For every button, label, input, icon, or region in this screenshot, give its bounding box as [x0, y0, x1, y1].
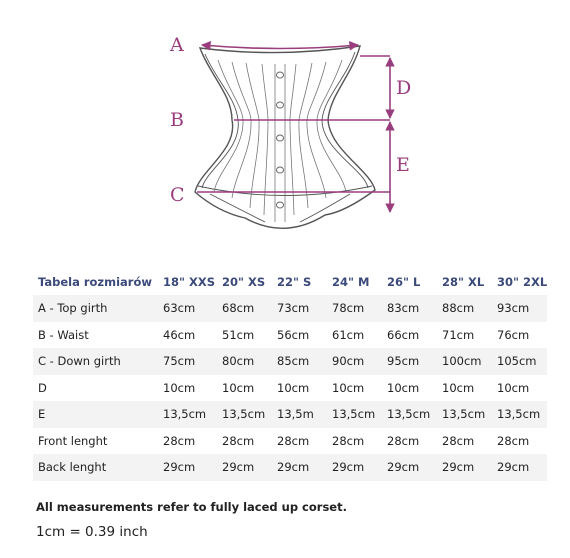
top-girth-line	[202, 45, 358, 49]
table-header-cell: Tabela rozmiarów	[38, 274, 153, 289]
table-cell: 76cm	[497, 327, 530, 342]
table-row-label: C - Down girth	[33, 348, 156, 375]
table-header-cell: 30" 2XL	[497, 274, 548, 289]
table-cell: 29cm	[158, 454, 215, 481]
table-cell: 10cm	[163, 380, 196, 395]
table-header-row	[33, 268, 547, 295]
table-cell: 66cm	[387, 327, 420, 342]
table-cell: 46cm	[163, 327, 196, 342]
table-row	[33, 295, 547, 322]
table-cell: 83cm	[382, 295, 435, 322]
busk-clasps	[277, 72, 284, 208]
table-cell: 78cm	[327, 295, 380, 322]
table-cell: 80cm	[217, 348, 270, 375]
table-cell: 71cm	[442, 327, 475, 342]
table-row-label: B - Waist	[38, 327, 89, 342]
table-header-cell: 26" L	[387, 274, 421, 289]
unit-conversion: 1cm = 0.39 inch	[36, 524, 148, 540]
table-cell: 88cm	[437, 295, 490, 322]
table-cell: 29cm	[327, 454, 380, 481]
table-cell: 29cm	[437, 454, 490, 481]
table-row-label: E	[33, 401, 156, 428]
table-cell: 28cm	[442, 433, 475, 448]
measurement-note: All measurements refer to fully laced up corset.	[36, 500, 347, 514]
table-row-label: D	[38, 380, 47, 395]
table-cell: 13,5cm	[158, 401, 215, 428]
table-cell: 61cm	[332, 327, 365, 342]
table-cell: 10cm	[497, 380, 530, 395]
table-header-cell: 24" M	[332, 274, 370, 289]
label-e: E	[396, 154, 410, 176]
label-d: D	[396, 77, 412, 99]
size-table	[33, 268, 547, 481]
table-cell: 13,5cm	[217, 401, 270, 428]
table-cell: 56cm	[277, 327, 310, 342]
table-cell: 28cm	[387, 433, 420, 448]
table-cell: 13,5cm	[492, 401, 547, 428]
table-cell: 10cm	[442, 380, 475, 395]
label-c: C	[170, 184, 185, 206]
table-cell: 100cm	[437, 348, 490, 375]
table-cell: 68cm	[217, 295, 270, 322]
table-cell: 29cm	[272, 454, 325, 481]
table-row	[33, 401, 547, 428]
table-cell: 51cm	[222, 327, 255, 342]
table-cell: 95cm	[382, 348, 435, 375]
table-cell: 10cm	[277, 380, 310, 395]
table-cell: 75cm	[158, 348, 215, 375]
table-row	[33, 454, 547, 481]
table-cell: 63cm	[158, 295, 215, 322]
table-row	[33, 348, 547, 375]
table-cell: 29cm	[217, 454, 270, 481]
table-body	[33, 295, 547, 481]
table-header-cell: 18" XXS	[163, 274, 216, 289]
table-row-label: Front lenght	[38, 433, 108, 448]
table-header-cell: 22" S	[277, 274, 312, 289]
table-cell: 73cm	[272, 295, 325, 322]
table-cell: 85cm	[272, 348, 325, 375]
corset-diagram	[0, 0, 570, 250]
table-cell: 28cm	[332, 433, 365, 448]
measurement-lines	[197, 45, 390, 212]
table-row-label: Back lenght	[33, 454, 156, 481]
table-cell: 10cm	[222, 380, 255, 395]
table-row	[33, 322, 547, 349]
table-header-cell: 28" XL	[442, 274, 485, 289]
table-cell: 13,5cm	[437, 401, 490, 428]
table-row	[33, 375, 547, 402]
table-cell: 29cm	[492, 454, 547, 481]
label-b: B	[170, 109, 184, 131]
table-cell: 13,5cm	[327, 401, 380, 428]
label-a: A	[170, 34, 184, 56]
table-row-label: A - Top girth	[33, 295, 156, 322]
table-cell: 28cm	[277, 433, 310, 448]
table-cell: 10cm	[332, 380, 365, 395]
table-cell: 28cm	[497, 433, 530, 448]
table-cell: 90cm	[327, 348, 380, 375]
table-cell: 13,5cm	[382, 401, 435, 428]
table-header-cell: 20" XS	[222, 274, 266, 289]
table-cell: 13,5m	[272, 401, 325, 428]
table-cell: 29cm	[382, 454, 435, 481]
table-cell: 28cm	[222, 433, 255, 448]
table-cell: 93cm	[492, 295, 547, 322]
table-cell: 28cm	[163, 433, 196, 448]
table-cell: 10cm	[387, 380, 420, 395]
table-row	[33, 428, 547, 455]
table-cell: 105cm	[492, 348, 547, 375]
